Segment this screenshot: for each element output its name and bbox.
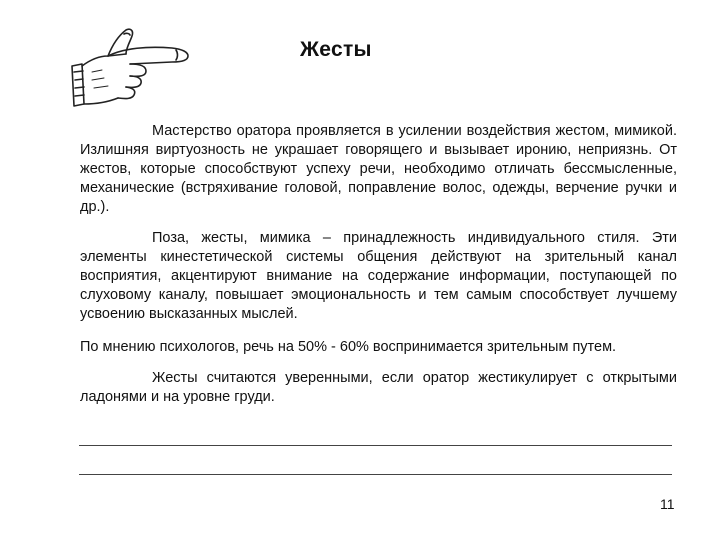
paragraph-mastery: Мастерство оратора проявляется в усилении воздействия жестом, мимикой. Излишняя виртуозность не украшает говорящего и вызывает иронию, неприязнь. От жестов, которые способствуют успеху речи, необходимо отличать бессмысленные, механические (встряхивание головой, поправление волос, одежды, верчение ручки и др.). xyxy=(80,123,677,215)
paragraph-confident-gestures: Жесты считаются уверенными, если оратор жестикулирует с открытыми ладонями и на уровне груди. xyxy=(80,370,677,405)
pointing-hand-icon xyxy=(68,26,194,110)
paragraph-psychologists: По мнению психологов, речь на 50% - 60% воспринимается зрительным путем. xyxy=(80,339,617,355)
divider-line xyxy=(79,445,672,446)
page-title: Жесты xyxy=(300,38,372,61)
paragraph-posture: Поза, жесты, мимика – принадлежность индивидуального стиля. Эти элементы кинестетической системы общения действуют на зрительный канал восприятия, акцентируют внимание на содержание информации, поступающей по слуховому каналу, повышает эмоциональность и тем самым способствует лучшему усвоению высказанных мыслей. xyxy=(80,230,677,322)
page-number: 11 xyxy=(660,496,675,512)
divider-line xyxy=(79,474,672,475)
